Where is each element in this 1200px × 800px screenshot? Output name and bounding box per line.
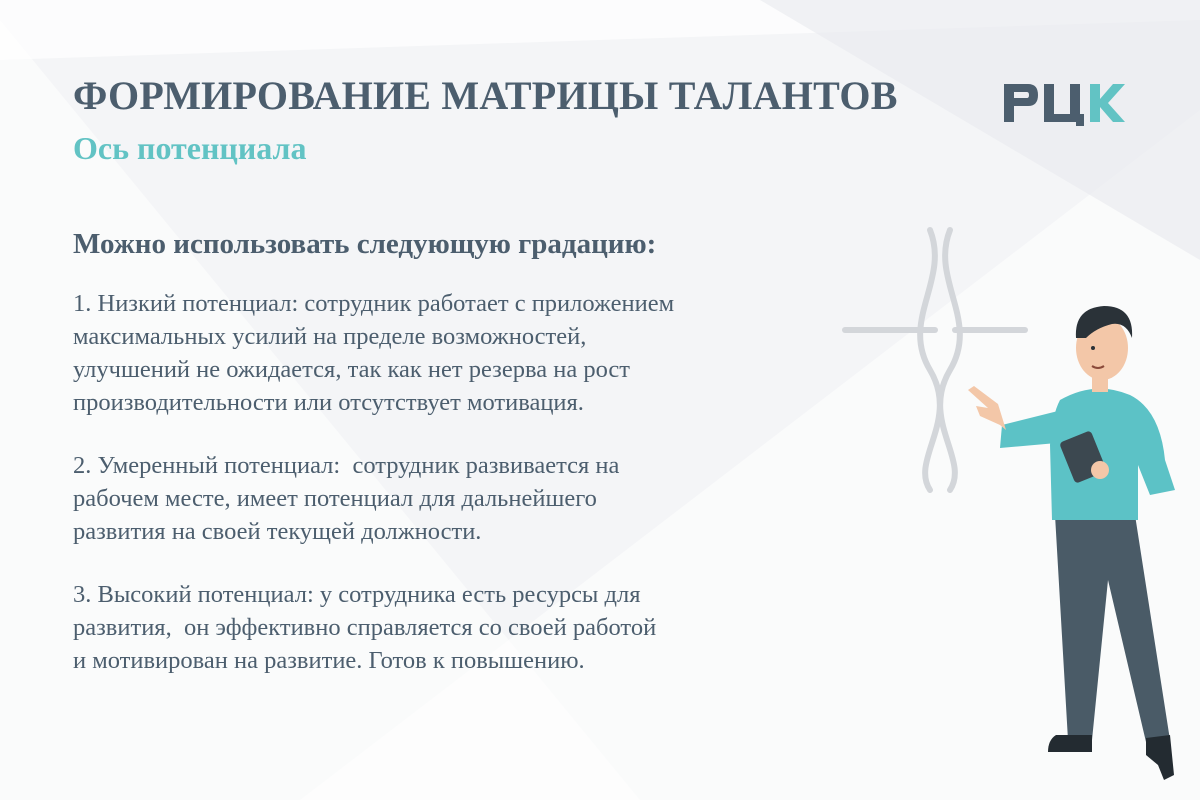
gradation-item-high bbox=[73, 578, 863, 677]
man-with-tablet-illustration bbox=[830, 220, 1200, 800]
item-line: 2. Умеренный потенциал: сотрудник развивается на bbox=[73, 452, 620, 479]
rck-logo bbox=[1000, 76, 1126, 128]
gradation-item-low bbox=[73, 287, 863, 419]
item-line: улучшений не ожидается, так как нет резерва на рост bbox=[73, 356, 631, 383]
item-line: производительности или отсутствует мотивация. bbox=[73, 389, 584, 416]
gradation-item-moderate bbox=[73, 449, 863, 548]
item-line: развития на своей текущей должности. bbox=[73, 518, 482, 545]
item-line: развития, он эффективно справляется со своей работой bbox=[73, 614, 657, 641]
page-subtitle: Ось потенциала bbox=[73, 130, 307, 166]
page-title: ФОРМИРОВАНИЕ МАТРИЦЫ ТАЛАНТОВ bbox=[73, 73, 898, 118]
item-line: 1. Низкий потенциал: сотрудник работает с приложением bbox=[73, 290, 675, 317]
item-line: рабочем месте, имеет потенциал для дальнейшего bbox=[73, 485, 597, 512]
gradation-list bbox=[73, 287, 863, 707]
item-line: максимальных усилий на пределе возможностей, bbox=[73, 323, 587, 350]
item-line: и мотивирован на развитие. Готов к повышению. bbox=[73, 647, 585, 674]
item-line: 3. Высокий потенциал: у сотрудника есть ресурсы для bbox=[73, 581, 641, 608]
intro-heading: Можно использовать следующую градацию: bbox=[73, 228, 657, 260]
decorative-curves bbox=[845, 230, 1025, 490]
